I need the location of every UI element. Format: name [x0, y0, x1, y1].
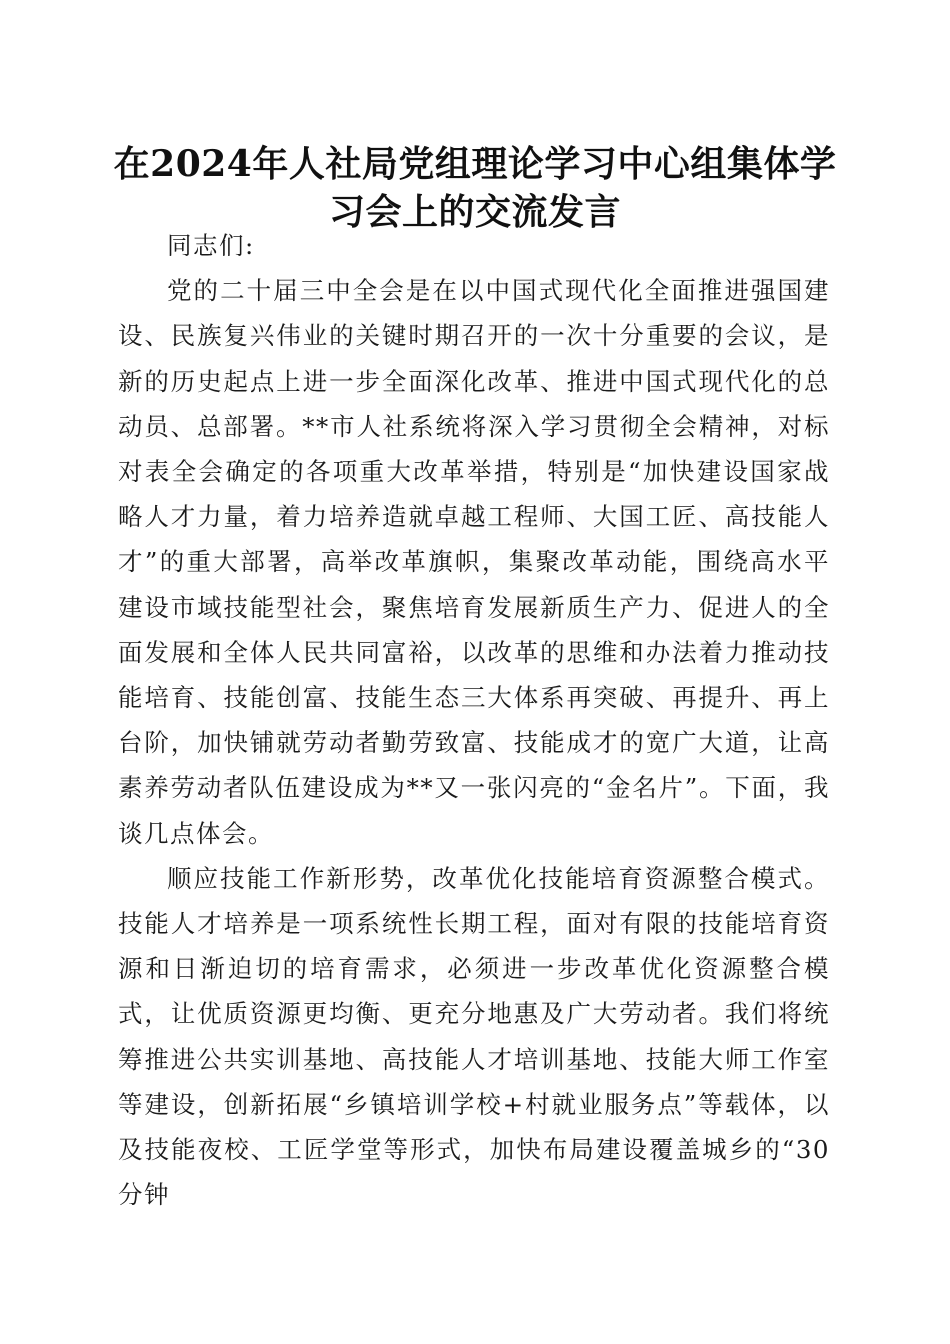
document-body: [118, 223, 830, 1217]
paragraph-2: 顺应技能工作新形势，改革优化技能培育资源整合模式。技能人才培养是一项系统性长期工程，面对有限的技能培育资源和日渐迫切的培育需求，必须进一步改革优化资源整合模式，让优质资源更均衡、更充分地惠及广大劳动者。我们将统筹推进公共实训基地、高技能人才培训基地、技能大师工作室等建设，创新拓展“乡镇培训学校+村就业服务点”等载体，以及技能夜校、工匠学堂等形式，加快布局建设覆盖城乡的“30分钟: [118, 863, 830, 1210]
paragraph-1: 党的二十届三中全会是在以中国式现代化全面推进强国建设、民族复兴伟业的关键时期召开的一次十分重要的会议，是新的历史起点上进一步全面深化改革、推进中国式现代化的总动员、总部署。**市人社系统将深入学习贯彻全会精神，对标对表全会确定的各项重大改革举措，特别是“加快建设国家战略人才力量，着力培养造就卓越工程师、大国工匠、高技能人才”的重大部署，高举改革旗帜，集聚改革动能，围绕高水平建设市域技能型社会，聚焦培育发展新质生产力、促进人的全面发展和全体人民共同富裕，以改革的思维和办法着力推动技能培育、技能创富、技能生态三大体系再突破、再提升、再上台阶，加快铺就劳动者勤劳致富、技能成才的宽广大道，让高素养劳动者队伍建设成为**又一张闪亮的“金名片”。下面，我谈几点体会。: [118, 276, 830, 848]
salutation: 同志们:: [167, 231, 255, 260]
document-title: 在2024年人社局党组理论学习中心组集体学习会上的交流发言: [113, 143, 837, 233]
